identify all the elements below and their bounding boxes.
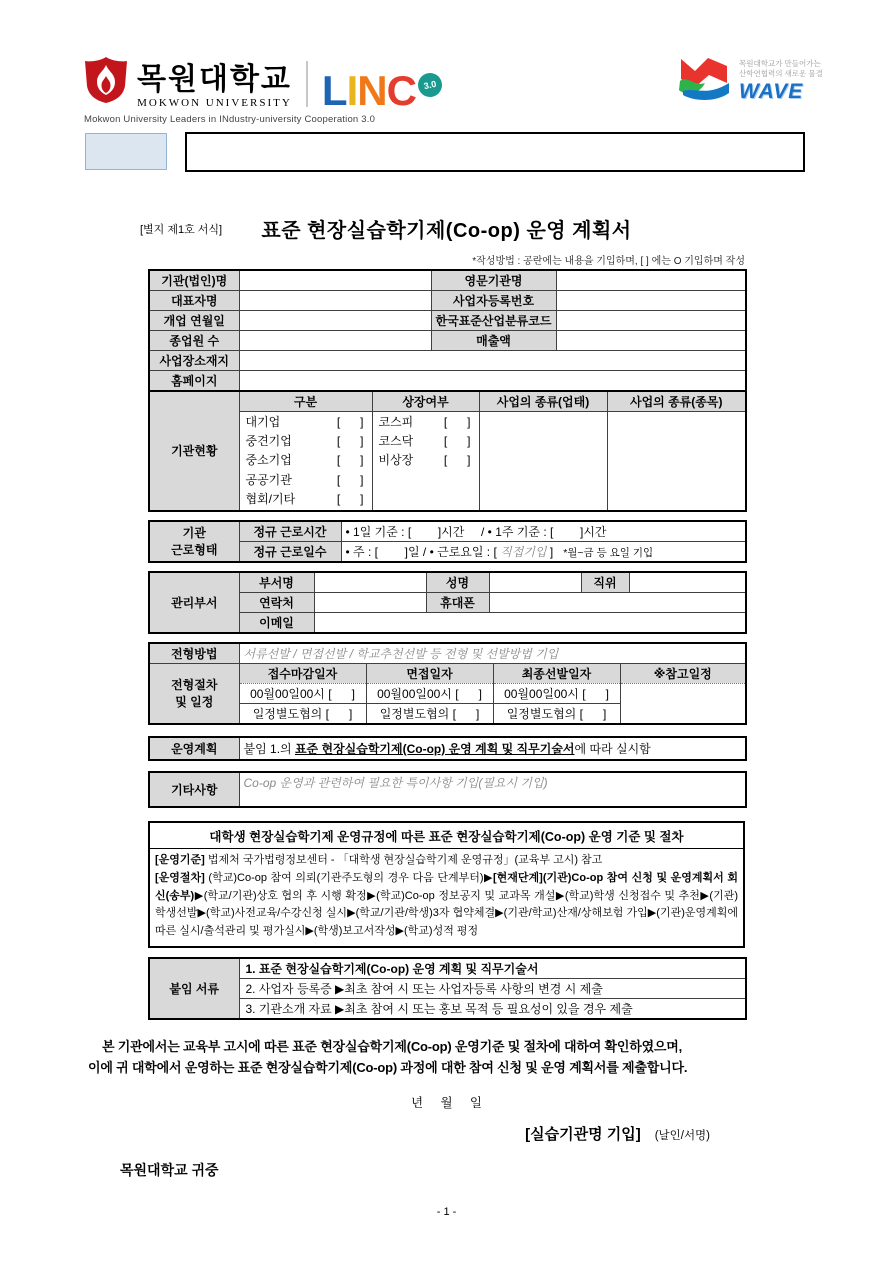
- field-org-name-en: [556, 270, 746, 291]
- category-option: 중견기업: [245, 434, 292, 449]
- table-row: [149, 351, 746, 371]
- employee-count-label: 종업원 수: [149, 331, 239, 351]
- work-days-placeholder: 직접기입: [500, 544, 547, 559]
- dept-name-label: 부서명: [239, 572, 314, 593]
- checkbox-bracket: [ ]: [443, 415, 471, 429]
- selection-method-label: 전형방법: [149, 643, 239, 664]
- position-label: 직위: [581, 572, 629, 593]
- work-days-text: • 주 : [ ]일 / • 근로요일 : [: [345, 544, 501, 559]
- category-checklist: [239, 412, 372, 511]
- wave-slogan-line1: 목원대학교가 만들어가는: [739, 58, 821, 68]
- schedule-label-line1: 전형절차: [171, 678, 218, 693]
- work-section-label: [149, 521, 239, 562]
- fill-instructions-note: *작성방법 : 공란에는 내용을 기입하며, [ ] 에는 O 기입하며 작성: [472, 256, 745, 267]
- listing-option: 코스피: [378, 415, 414, 429]
- category-option: 대기업: [245, 415, 281, 429]
- field-homepage: [239, 371, 746, 392]
- table-row: [149, 643, 746, 664]
- university-name: 목원대학교: [137, 63, 292, 96]
- table-row: [149, 958, 746, 979]
- dept-section-label: 관리부서: [149, 572, 239, 633]
- table-row: [149, 683, 746, 703]
- signature-row: [148, 1123, 745, 1144]
- wave-wordmark: WAVE: [739, 80, 804, 104]
- revenue-label: 매출액: [431, 331, 556, 351]
- table-row: [149, 592, 746, 612]
- table-row: [149, 270, 746, 291]
- criteria-basis-line: [155, 852, 738, 870]
- linc-30-badge-icon: 3.0: [416, 71, 444, 99]
- table-row: [149, 391, 746, 412]
- checkbox-bracket: [ ]: [336, 472, 364, 487]
- address-label: 사업장소재지: [149, 351, 239, 371]
- person-name-label: 성명: [426, 572, 489, 593]
- field-position: [629, 572, 746, 593]
- procedure-current-step: [현재단계](기관)Co-op 참여 신청 및 운영계획서 회신(송부): [155, 871, 738, 902]
- field-ceo-name: [239, 291, 431, 311]
- field-reference-schedule: [620, 683, 746, 724]
- reference-header: ※참고일정: [620, 663, 746, 683]
- work-label-line1: 기관: [182, 526, 206, 541]
- field-deadline-tbd: 일정별도협의 [ ]: [239, 703, 366, 724]
- closing-line1: 본 기관에서는 교육부 고시에 따른 표준 현장실습학기제(Co-op) 운영기준 및 절차에 대하여 확인하였으며,: [102, 1039, 683, 1054]
- etc-section-label: 기타사항: [149, 772, 239, 807]
- table-row: [149, 612, 746, 633]
- table-row: [149, 737, 746, 760]
- form-content: [88, 252, 745, 1218]
- checkbox-row: [244, 451, 368, 470]
- checkbox-bracket: [ ]: [443, 453, 471, 468]
- checkbox-row: [377, 451, 475, 470]
- field-biz-item: [607, 412, 746, 511]
- basis-tag: [운영기준]: [155, 853, 205, 866]
- work-days-note: *월~금 등 요일 기입: [563, 546, 654, 559]
- schedule-section-label: [149, 663, 239, 724]
- wave-mark-icon: [674, 52, 734, 109]
- contact-label: 연락처: [239, 592, 314, 612]
- checkbox-row: [377, 432, 475, 451]
- attachments-table: [148, 957, 747, 1020]
- checkbox-bracket: [ ]: [336, 453, 364, 468]
- checkbox-row: [244, 413, 368, 432]
- work-hours-label: 정규 근로시간: [239, 521, 341, 542]
- field-email: [314, 612, 746, 633]
- table-row: [149, 521, 746, 542]
- checkbox-row: [244, 432, 368, 451]
- plan-text-post: 에 따라 실시함: [574, 741, 651, 756]
- schedule-label-line2: 및 일정: [175, 695, 214, 710]
- field-biz-reg-no: [556, 291, 746, 311]
- field-person-name: [489, 572, 581, 593]
- table-row: [149, 311, 746, 331]
- basis-text: 법제처 국가법령정보센터 - 「대학생 현장실습학기제 운영규정」(교육부 고시) 참고: [204, 853, 603, 866]
- status-header-category: 구분: [239, 391, 372, 412]
- biz-reg-no-label: 사업자등록번호: [431, 291, 556, 311]
- selection-table: [148, 642, 747, 725]
- table-row: [149, 572, 746, 593]
- field-biz-type: [479, 412, 607, 511]
- page-title: 표준 현장실습학기제(Co-op) 운영 계획서: [261, 220, 632, 242]
- org-name-en-label: 영문기관명: [431, 270, 556, 291]
- listing-option: 코스닥: [378, 434, 414, 449]
- email-label: 이메일: [239, 612, 314, 633]
- linc-tagline: Mokwon University Leaders in INdustry-university Cooperation 3.0: [84, 114, 376, 125]
- closing-line2: 이에 귀 대학에서 운영하는 표준 현장실습학기제(Co-op) 과정에 대한 참여 신청 및 운영 계획서를 제출합니다.: [88, 1060, 688, 1076]
- linc-letter-i: I: [346, 67, 358, 115]
- checkbox-row: [244, 471, 368, 490]
- table-row: [149, 663, 746, 683]
- recipient-line: 목원대학교 귀중: [120, 1161, 219, 1178]
- org-name-label: 기관(법인)명: [149, 270, 239, 291]
- attachments-section-label: 붙임 서류: [149, 958, 239, 1019]
- listing-option: 비상장: [378, 453, 414, 468]
- table-row: [149, 772, 746, 807]
- mokwon-linc-logo: [84, 56, 442, 125]
- criteria-body: [150, 849, 743, 946]
- date-line: 년 월 일: [411, 1095, 482, 1110]
- linc-logo: [321, 67, 442, 115]
- field-final-tbd: 일정별도협의 [ ]: [493, 703, 620, 724]
- work-hours-table: [148, 520, 747, 563]
- work-days-text: ]: [546, 544, 564, 559]
- checkbox-row: [244, 490, 368, 509]
- etc-table: [148, 771, 747, 808]
- operation-plan-table: [148, 736, 747, 761]
- criteria-box: [148, 821, 745, 948]
- field-interview-date: 00월00일00시 [ ]: [366, 683, 493, 703]
- field-etc: Co-op 운영과 관련하여 필요한 특이사항 기입(필요시 기입): [239, 772, 746, 807]
- field-employee-count: [239, 331, 431, 351]
- category-option: 공공기관: [245, 472, 292, 487]
- linc-letter-n: N: [357, 67, 387, 115]
- field-address: [239, 351, 746, 371]
- checkbox-bracket: [ ]: [336, 491, 364, 506]
- status-header-listing: 상장여부: [372, 391, 479, 412]
- linc-letter-c: C: [386, 67, 416, 115]
- status-header-biz-item: 사업의 종류(종목): [607, 391, 746, 412]
- work-label-line2: 근로형태: [171, 543, 218, 558]
- table-row: [149, 291, 746, 311]
- field-revenue: [556, 331, 746, 351]
- field-selection-method: 서류선발 / 면접선발 / 학교추천선발 등 전형 및 선발방법 기입: [239, 643, 746, 664]
- field-deadline-date: 00월00일00시 [ ]: [239, 683, 366, 703]
- deadline-header: 접수마감일자: [239, 663, 366, 683]
- field-work-hours: • 1일 기준 : [ ]시간 / • 1주 기준 : [ ]시간: [341, 521, 746, 542]
- seal-signature-note: (날인/서명): [654, 1129, 710, 1142]
- plan-text-pre: 붙임 1.의: [243, 741, 295, 756]
- field-dept-name: [314, 572, 426, 593]
- ceo-name-label: 대표자명: [149, 291, 239, 311]
- plan-section-label: 운영계획: [149, 737, 239, 760]
- field-ksic-code: [556, 311, 746, 331]
- table-row: [149, 331, 746, 351]
- institution-status-table: [148, 390, 747, 512]
- homepage-label: 홈페이지: [149, 371, 239, 392]
- field-work-days: [341, 541, 746, 562]
- table-row: [149, 999, 746, 1020]
- interview-header: 면접일자: [366, 663, 493, 683]
- criteria-procedure-line: [155, 870, 738, 941]
- logo-divider: [306, 61, 308, 107]
- linc-letter-l: L: [321, 67, 347, 115]
- institution-info-table: [148, 269, 747, 392]
- field-interview-tbd: 일정별도협의 [ ]: [366, 703, 493, 724]
- plan-text-underline: 표준 현장실습학기제(Co-op) 운영 계획 및 직무기술서: [294, 741, 575, 756]
- corner-highlight-box: [85, 133, 167, 170]
- table-row: [149, 541, 746, 562]
- field-final-date: 00월00일00시 [ ]: [493, 683, 620, 703]
- managing-dept-table: [148, 571, 747, 634]
- wave-logo: [674, 52, 823, 109]
- category-option: 협회/기타: [245, 491, 296, 506]
- procedure-text-post: ▶(학교/기관)상호 협의 후 시행 확정▶(학교)Co-op 정보공지 및 교과목 개설▶(학교)학생 신청접수 및 추천▶(기관)학생선발▶(학교)사전교육/수강신청 실시▶(학교/기관/학생)3자 협약체결▶(기관/학교)산재/상해보험 가입▶(기관)운영계획에 따른 실시/출석관리 및 평가실시▶(학생)보고서작성▶(학교)성적 평정: [155, 889, 738, 938]
- field-founding-date: [239, 311, 431, 331]
- criteria-title: 대학생 현장실습학기제 운영규정에 따른 표준 현장실습학기제(Co-op) 운영 기준 및 절차: [150, 823, 743, 849]
- university-name-en: MOKWON UNIVERSITY: [137, 97, 292, 109]
- table-row: [149, 412, 746, 511]
- table-row: [149, 371, 746, 392]
- checkbox-bracket: [ ]: [336, 434, 364, 449]
- mokwon-emblem-icon: [84, 56, 128, 109]
- wave-slogan-line2: 산학연협력의 새로운 물결: [739, 69, 823, 78]
- attachment-item: 2. 사업자 등록증 ▶최초 참여 시 또는 사업자등록 사항의 변경 시 제출: [239, 979, 746, 999]
- checkbox-row: [377, 413, 475, 432]
- org-name-fill: [실습기관명 기입]: [525, 1125, 641, 1143]
- work-days-label: 정규 근로일수: [239, 541, 341, 562]
- ksic-code-label: 한국표준산업분류코드: [431, 311, 556, 331]
- mobile-label: 휴대폰: [426, 592, 489, 612]
- header-blank-box: [185, 132, 805, 172]
- procedure-tag: [운영절차]: [155, 871, 205, 884]
- page-number: - 1 -: [436, 1205, 457, 1218]
- procedure-text-pre: (학교)Co-op 참여 의뢰(기관주도형의 경우 다음 단계부터)▶: [204, 871, 494, 884]
- founding-date-label: 개업 연월일: [149, 311, 239, 331]
- closing-paragraph: [88, 1036, 805, 1079]
- field-contact: [314, 592, 426, 612]
- listing-checklist: [372, 412, 479, 511]
- checkbox-bracket: [ ]: [443, 434, 471, 449]
- doc-form-label: [별지 제1호 서식]: [140, 224, 223, 236]
- final-selection-header: 최종선발일자: [493, 663, 620, 683]
- field-mobile: [489, 592, 746, 612]
- category-option: 중소기업: [245, 453, 292, 468]
- field-org-name: [239, 270, 431, 291]
- plan-text: [239, 737, 746, 760]
- attachment-item: 3. 기관소개 자료 ▶최초 참여 시 또는 홍보 목적 등 필요성이 있을 경우 제출: [239, 999, 746, 1020]
- status-header-biz-type: 사업의 종류(업태): [479, 391, 607, 412]
- attachment-item: 1. 표준 현장실습학기제(Co-op) 운영 계획 및 직무기술서: [239, 958, 746, 979]
- status-section-label: 기관현황: [149, 391, 239, 511]
- checkbox-bracket: [ ]: [336, 415, 364, 429]
- table-row: [149, 979, 746, 999]
